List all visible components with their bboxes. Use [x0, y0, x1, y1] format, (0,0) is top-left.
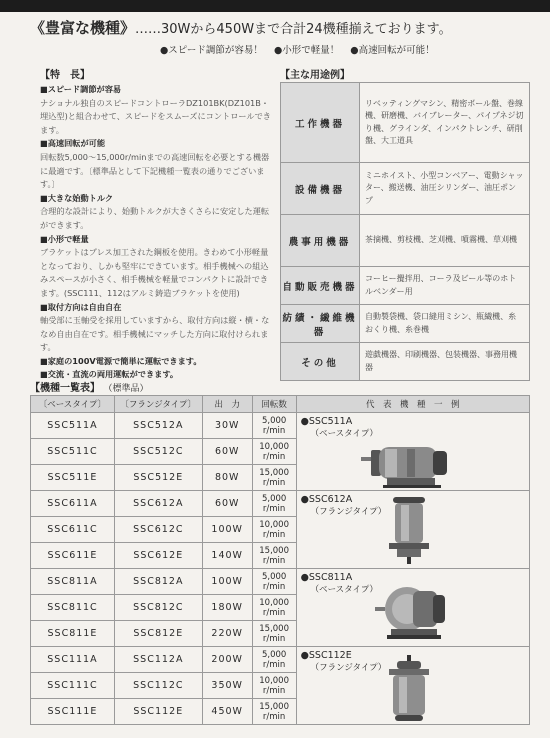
- base-motor-image: [375, 585, 449, 641]
- output: 350W: [202, 673, 252, 699]
- models-table: [30, 395, 530, 725]
- feature-2-body: 合理的な設計により、始動トルクが大きくさらに安定した運転ができます。: [40, 206, 270, 230]
- features-title: 【特 長】: [40, 70, 90, 81]
- base-model: SSC511A: [31, 413, 115, 439]
- base-model: SSC611A: [31, 491, 115, 517]
- base-model: SSC111E: [31, 699, 115, 725]
- uses-items: 自動製袋機、袋口縫用ミシン、瓶繊機、糸おくり機、糸巻機: [360, 305, 530, 343]
- uses-items: 遊戯機器、印刷機器、包装機器、事務用機器: [360, 343, 530, 381]
- example-cell: [296, 413, 529, 491]
- table-row: [31, 413, 530, 439]
- rpm: 15,000 r/min: [252, 543, 296, 569]
- flange-model: SSC812C: [114, 595, 202, 621]
- base-motor-image: [359, 445, 455, 489]
- output: 60W: [202, 439, 252, 465]
- base-model: SSC111A: [31, 647, 115, 673]
- feature-1-heading: ■高速回転が可能: [40, 138, 106, 149]
- headline: [30, 17, 540, 38]
- example-cell: [296, 491, 529, 569]
- uses-category: 設備機器: [281, 163, 360, 215]
- flange-model: SSC112C: [114, 673, 202, 699]
- output: 100W: [202, 517, 252, 543]
- flange-model: SSC112E: [114, 699, 202, 725]
- uses-category: 紡績・繊維機器: [281, 305, 360, 343]
- rpm: 10,000 r/min: [252, 673, 296, 699]
- output: 220W: [202, 621, 252, 647]
- uses-row: [281, 305, 530, 343]
- output: 450W: [202, 699, 252, 725]
- example-name: ●SSC612A: [300, 494, 353, 505]
- example-type: （フランジタイプ）: [310, 663, 387, 673]
- header-example: 代 表 機 種 一 例: [296, 396, 529, 413]
- flange-model: SSC612A: [114, 491, 202, 517]
- output: 30W: [202, 413, 252, 439]
- table-row: [31, 569, 530, 595]
- header-output: 出 力: [202, 396, 252, 413]
- example-cell: [296, 569, 529, 647]
- rpm: 10,000 r/min: [252, 439, 296, 465]
- uses-items: ミニホイスト、小型コンベアー、電動シャッター、搬送機、油圧シリンダー、油圧ポンプ: [360, 163, 530, 215]
- feature-4-heading: ■取付方向は自由自在: [40, 301, 122, 312]
- table-row: [31, 491, 530, 517]
- feature-6-heading: ■交流・直流の両用運転ができます。: [40, 369, 179, 380]
- sub-points: [160, 42, 443, 56]
- uses-row: [281, 163, 530, 215]
- base-model: SSC111C: [31, 673, 115, 699]
- feature-4-body: 軸受部に玉軸受を採用していますから、取付方向は縦・横・ななめ自由自在です。相手機械にマッチした方向に取付けられます。: [40, 315, 270, 353]
- rpm: 15,000 r/min: [252, 621, 296, 647]
- flange-model: SSC612E: [114, 543, 202, 569]
- output: 200W: [202, 647, 252, 673]
- feature-3-body: ブラケットはプレス加工された鋼板を使用。きわめて小形軽量となっており、しかも堅牢にできています。相手機械への組込みスペースが小さく、相手機械を軽量でコンパクトに設計できます。(SSC111、112はアルミ鋳造ブラケットを使用): [40, 247, 269, 298]
- uses-category: 工作機器: [281, 83, 360, 163]
- feature-0-heading: ■スピード調節が容易: [40, 84, 122, 94]
- example-name: ●SSC511A: [300, 416, 353, 427]
- base-model: SSC611C: [31, 517, 115, 543]
- feature-3-heading: ■小形で軽量: [40, 233, 89, 244]
- flange-model: SSC612C: [114, 517, 202, 543]
- headline-strong: 《豊富な機種》: [30, 19, 136, 37]
- rpm: 10,000 r/min: [252, 595, 296, 621]
- uses-row: [281, 215, 530, 267]
- features-list: [40, 83, 275, 382]
- flange-model: SSC812E: [114, 621, 202, 647]
- base-model: SSC611E: [31, 543, 115, 569]
- flange-model: SSC112A: [114, 647, 202, 673]
- rpm: 15,000 r/min: [252, 465, 296, 491]
- models-title: [30, 379, 149, 394]
- models-title-main: 【機種一覧表】: [30, 383, 100, 394]
- uses-category: その他: [281, 343, 360, 381]
- output: 100W: [202, 569, 252, 595]
- example-type: （ベースタイプ）: [310, 429, 378, 439]
- feature-5-heading: ■家庭の100V電源で簡単に運転できます。: [40, 355, 202, 366]
- uses-category: 農事用機器: [281, 215, 360, 267]
- rpm: 5,000 r/min: [252, 569, 296, 595]
- point-2: ●小形で軽量！: [273, 45, 340, 56]
- header-flange-type: 〔フランジタイプ〕: [114, 396, 202, 413]
- example-cell: [296, 647, 529, 725]
- base-model: SSC811E: [31, 621, 115, 647]
- rpm: 5,000 r/min: [252, 491, 296, 517]
- point-1: ●スピード調節が容易！: [160, 45, 263, 56]
- example-type: （フランジタイプ）: [310, 507, 387, 517]
- uses-items: 茶摘機、剪枝機、芝刈機、噴霧機、草刈機: [360, 215, 530, 267]
- uses-category: 自動販売機器: [281, 267, 360, 305]
- rpm: 15,000 r/min: [252, 699, 296, 725]
- output: 80W: [202, 465, 252, 491]
- base-model: SSC511E: [31, 465, 115, 491]
- feature-2-heading: ■大きな始動トルク: [40, 192, 114, 203]
- flange-motor-image: [387, 655, 431, 723]
- flange-model: SSC512A: [114, 413, 202, 439]
- flange-motor-image: [387, 495, 431, 565]
- flange-model: SSC512E: [114, 465, 202, 491]
- point-3: ●高速回転が可能！: [350, 45, 435, 56]
- example-type: （ベースタイプ）: [310, 585, 378, 595]
- flange-model: SSC812A: [114, 569, 202, 595]
- base-model: SSC511C: [31, 439, 115, 465]
- uses-title: 【主な用途例】: [280, 70, 350, 81]
- output: 180W: [202, 595, 252, 621]
- example-name: ●SSC811A: [300, 572, 353, 583]
- uses-items: リベッティングマシン、精密ボール盤、巻線機、研磨機、バイブレーター、パイプネジ切り機、グラインダ、インパクトレンチ、研削盤、大工道具: [360, 83, 530, 163]
- example-name: ●SSC112E: [300, 650, 352, 661]
- feature-0-body: ナショナル独自のスピードコントローラDZ101BK(DZ101B・埋込型)と組合わせて、スピードをスムーズにコントロールできます。: [40, 97, 271, 135]
- headline-rest: ……30Wから450Wまで合計24機種揃えております。: [135, 22, 452, 37]
- header-rpm: 回転数: [252, 396, 296, 413]
- uses-items: コーヒー攪拌用、コーラ及ビール等のホトルベンダー用: [360, 267, 530, 305]
- feature-1-body: 回転数5,000〜15,000r/minまでの高速回転を必要とする機器に最適です。〔標準品として下記機種一覧表の通りでございます。〕: [40, 151, 270, 190]
- output: 140W: [202, 543, 252, 569]
- rpm: 5,000 r/min: [252, 647, 296, 673]
- base-model: SSC811A: [31, 569, 115, 595]
- uses-row: [281, 267, 530, 305]
- top-banner: [0, 0, 550, 12]
- models-header-row: [31, 396, 530, 413]
- uses-row: [281, 343, 530, 381]
- base-model: SSC811C: [31, 595, 115, 621]
- flange-model: SSC512C: [114, 439, 202, 465]
- table-row: [31, 647, 530, 673]
- output: 60W: [202, 491, 252, 517]
- models-title-note: （標準品）: [103, 384, 149, 394]
- header-base-type: 〔ベースタイプ〕: [31, 396, 115, 413]
- rpm: 5,000 r/min: [252, 413, 296, 439]
- uses-table: [280, 82, 530, 381]
- rpm: 10,000 r/min: [252, 517, 296, 543]
- uses-row: [281, 83, 530, 163]
